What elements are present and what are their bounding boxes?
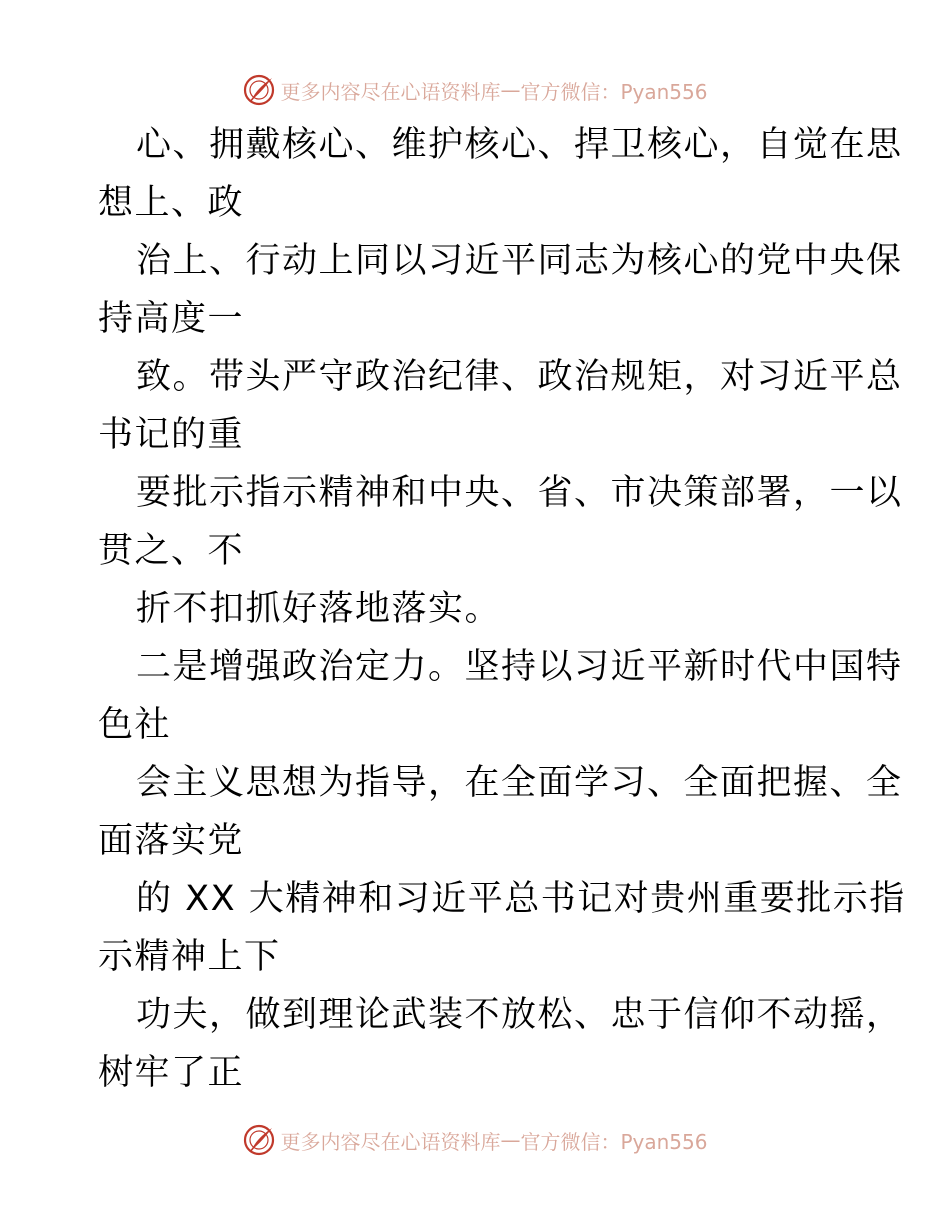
feather-quill-logo-icon	[242, 1123, 276, 1157]
document-body	[98, 116, 906, 1102]
body-line: 持高度一	[98, 299, 245, 339]
body-line: 的 XX 大精神和习近平总书记对贵州重要批示指	[136, 879, 906, 919]
body-line: 治上、行动上同以习近平同志为核心的党中央保	[136, 241, 903, 281]
footer-watermark	[0, 1120, 950, 1160]
body-line: 会主义思想为指导，在全面学习、全面把握、全	[136, 763, 903, 803]
body-line: 示精神上下	[98, 937, 281, 977]
body-line: 书记的重	[98, 415, 245, 455]
body-line: 面落实党	[98, 821, 245, 861]
header-separator: —	[500, 78, 521, 102]
header-contact-text: 官方微信：Pyan556	[520, 79, 708, 104]
footer-separator: —	[500, 1128, 521, 1152]
header-watermark	[0, 70, 950, 110]
body-line: 想上、政	[98, 183, 245, 223]
body-line: 树牢了正	[98, 1053, 245, 1093]
body-line: 二是增强政治定力。坚持以习近平新时代中国特	[136, 647, 903, 687]
footer-brand-text: 更多内容尽在心语资料库	[280, 1129, 501, 1154]
body-line: 功夫，做到理论武装不放松、忠于信仰不动摇，	[136, 995, 903, 1035]
body-line: 折不扣抓好落地落实。	[136, 589, 502, 629]
footer-contact-text: 官方微信：Pyan556	[520, 1129, 708, 1154]
body-line: 心、拥戴核心、维护核心、捍卫核心，自觉在思	[136, 125, 903, 165]
body-line: 要批示指示精神和中央、省、市决策部署，一以	[136, 473, 903, 513]
header-brand-text: 更多内容尽在心语资料库	[280, 79, 501, 104]
body-line: 致。带头严守政治纪律、政治规矩，对习近平总	[136, 357, 903, 397]
body-line: 贯之、不	[98, 531, 245, 571]
feather-quill-logo-icon	[242, 73, 276, 107]
body-line: 色社	[98, 705, 172, 745]
